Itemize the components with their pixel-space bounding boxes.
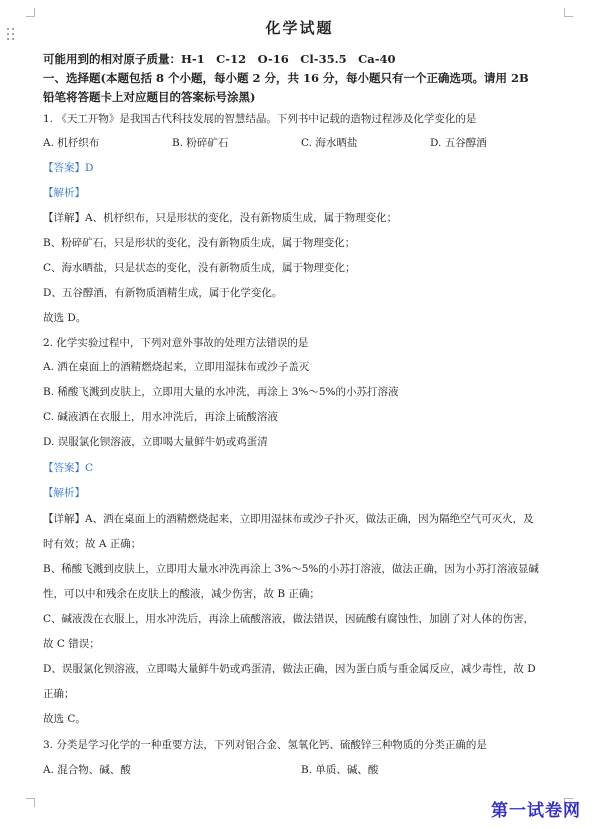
q1-option-c: C. 海水晒盐 [301, 137, 358, 149]
q2-explain-line: 【详解】A、洒在桌面上的酒精燃烧起来，立即用湿抹布或沙子扑灭，做法正确，因为隔绝空气可灭火，及 [43, 513, 534, 525]
question-2-stem: 2. 化学实验过程中，下列对意外事故的处理方法错误的是 [43, 337, 309, 349]
q1-explain-line: C、海水晒盐，只是状态的变化，没有新物质生成，属于物理变化； [43, 262, 356, 274]
q2-option-a: A. 洒在桌面上的酒精燃烧起来，立即用湿抹布或沙子盖灭 [43, 361, 310, 373]
question-1-stem: 1. 《天工开物》是我国古代科技发展的智慧结晶。下列书中记载的造物过程涉及化学变化的是 [43, 113, 477, 125]
q2-explain-line: 时有效；故 A 正确； [43, 538, 142, 550]
q2-explain-line: B、稀酸飞溅到皮肤上，立即用大量水冲洗再涂上 3%～5%的小苏打溶液，做法正确，因为小苏打溶液显碱 [43, 563, 539, 575]
q2-analysis-tag: 【解析】 [43, 487, 85, 499]
q2-explain-line: 性，可以中和残余在皮肤上的酸液，减少伤害，故 B 正确； [43, 588, 320, 600]
section-heading-line1: 一、选择题(本题包括 8 个小题，每小题 2 分，共 16 分，每小题只有一个正确选项。请用 2B [43, 71, 529, 85]
page-corner-mark [26, 8, 35, 17]
answer-tag: 【答案】D [43, 162, 94, 174]
watermark-logo: 第一试卷网 [491, 801, 581, 821]
page-title: 化学试题 [265, 19, 334, 37]
q1-explain-line: D、五谷醇酒，有新物质酒精生成，属于化学变化。 [43, 287, 283, 299]
q2-explain-line: 正确； [43, 688, 75, 700]
q1-analysis-tag: 【解析】 [43, 187, 85, 199]
q1-explain-line: B、粉碎矿石，只是形状的变化，没有新物质生成，属于物理变化； [43, 237, 356, 249]
q3-option-b: B. 单质、碱、酸 [301, 764, 379, 776]
q2-explain-line: 故选 C。 [43, 713, 86, 725]
q1-option-b: B. 粉碎矿石 [172, 137, 229, 149]
q2-explain-line: 故 C 错误； [43, 638, 100, 650]
page-corner-mark [26, 798, 35, 807]
q1-explain-line: 【详解】A、机杼织布，只是形状的变化，没有新物质生成，属于物理变化； [43, 212, 398, 224]
q2-explain-line: C、碱液泼在衣服上，用水冲洗后，再涂上硫酸溶液，做法错误，因硫酸有腐蚀性，加剧了对人体的伤害， [43, 613, 535, 625]
q3-option-a: A. 混合物、碱、酸 [43, 764, 131, 776]
q2-answer: 【答案】C [43, 462, 94, 474]
q2-explain-line: D、误服氯化钡溶液，立即喝大量鲜牛奶或鸡蛋清，做法正确，因为蛋白质与重金属反应，减少毒性，故 D [43, 663, 536, 675]
q2-option-c: C. 碱液洒在衣服上，用水冲洗后，再涂上硫酸溶液 [43, 411, 278, 423]
page-corner-mark [564, 8, 573, 17]
q2-option-b: B. 稀酸飞溅到皮肤上，立即用大量的水冲洗，再涂上 3%～5%的小苏打溶液 [43, 386, 399, 398]
section-heading-line2: 铅笔将答题卡上对应题目的答案标号涂黑) [43, 90, 256, 104]
q1-explain-line: 故选 D。 [43, 312, 87, 324]
q1-option-d: D. 五谷醇酒 [430, 137, 487, 149]
atomic-masses: 可能用到的相对原子质量：H-1 C-12 O-16 Cl-35.5 Ca-40 [43, 52, 396, 66]
q2-option-d: D. 误服氯化钡溶液，立即喝大量鲜牛奶或鸡蛋清 [43, 436, 268, 448]
question-3-stem: 3. 分类是学习化学的一种重要方法，下列对铝合金、氢氧化钙、硫酸锌三种物质的分类正确的是 [43, 739, 487, 751]
q1-answer [43, 161, 93, 175]
q1-option-a: A. 机杼织布 [43, 137, 100, 149]
